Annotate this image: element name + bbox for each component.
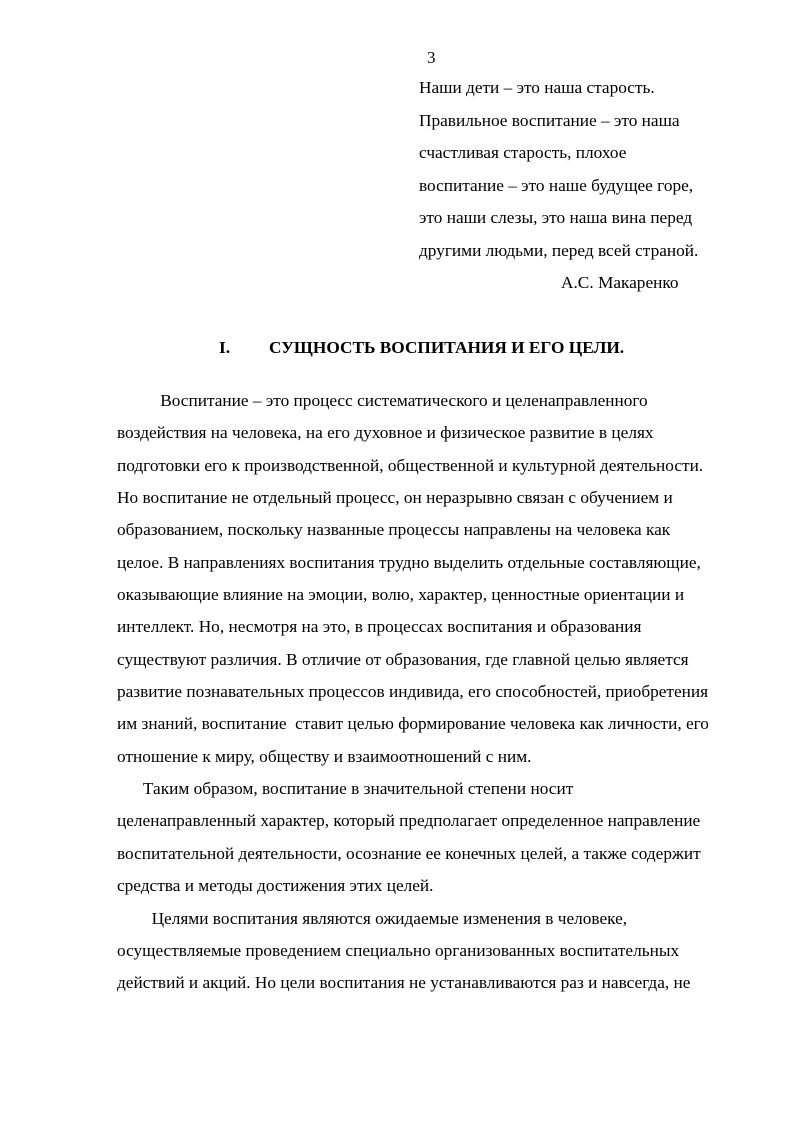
text-line: воспитательной деятельности, осознание ее конечных целей, а также содержит	[117, 843, 701, 863]
text-line: действий и акций. Но цели воспитания не устанавливаются раз и навсегда, не	[117, 973, 691, 993]
epigraph	[419, 76, 789, 271]
section-title: СУЩНОСТЬ ВОСПИТАНИЯ И ЕГО ЦЕЛИ.	[269, 338, 625, 357]
epigraph-line: это наши слезы, это наша вина перед	[419, 208, 693, 227]
text-line: существуют различия. В отличие от образования, где главной целью является	[117, 649, 689, 669]
text-line: подготовки его к производственной, общественной и культурной деятельности.	[117, 455, 704, 475]
section-heading	[0, 336, 800, 360]
text-line: им знаний, воспитание ставит целью формирование человека как личности, его	[117, 714, 709, 734]
body-text	[117, 389, 777, 1004]
epigraph-line: Правильное воспитание – это наша	[419, 110, 680, 130]
text-line: осуществляемые проведением специально организованных воспитательных	[117, 940, 680, 960]
text-line: средства и методы достижения этих целей.	[117, 876, 434, 896]
text-line: отношение к миру, обществу и взаимоотношений с ним.	[117, 746, 532, 766]
epigraph-line: Наши дети – это наша старость.	[419, 78, 655, 97]
text-line: Воспитание – это процесс систематического и целенаправленного	[117, 391, 648, 410]
epigraph-line: воспитание – это наше будущее горе,	[419, 175, 694, 195]
text-line: развитие познавательных процессов индивида, его способностей, приобретения	[117, 682, 709, 702]
page-number: 3	[427, 48, 436, 67]
epigraph-line: счастливая старость, плохое	[419, 143, 627, 162]
text-line: образованием, поскольку названные процессы направлены на человека как	[117, 520, 671, 540]
text-line: Но воспитание не отдельный процесс, он неразрывно связан с обучением и	[117, 488, 673, 508]
text-line: целенаправленный характер, который предполагает определенное направление	[117, 811, 701, 831]
epigraph-line: другими людьми, перед всей страной.	[419, 240, 699, 260]
text-line: целое. В направлениях воспитания трудно выделить отдельные составляющие,	[117, 552, 701, 572]
section-number: I.	[219, 338, 231, 357]
text-line: интеллект. Но, несмотря на это, в процессах воспитания и образования	[117, 617, 642, 637]
epigraph-author: А.С. Макаренко	[561, 273, 679, 292]
text-line: воздействия на человека, на его духовное и физическое развитие в целях	[117, 423, 654, 443]
text-line: Таким образом, воспитание в значительной степени носит	[117, 779, 574, 799]
text-line: Целями воспитания являются ожидаемые изменения в человеке,	[117, 908, 628, 928]
text-line: оказывающие влияние на эмоции, волю, характер, ценностные ориентации и	[117, 585, 685, 605]
